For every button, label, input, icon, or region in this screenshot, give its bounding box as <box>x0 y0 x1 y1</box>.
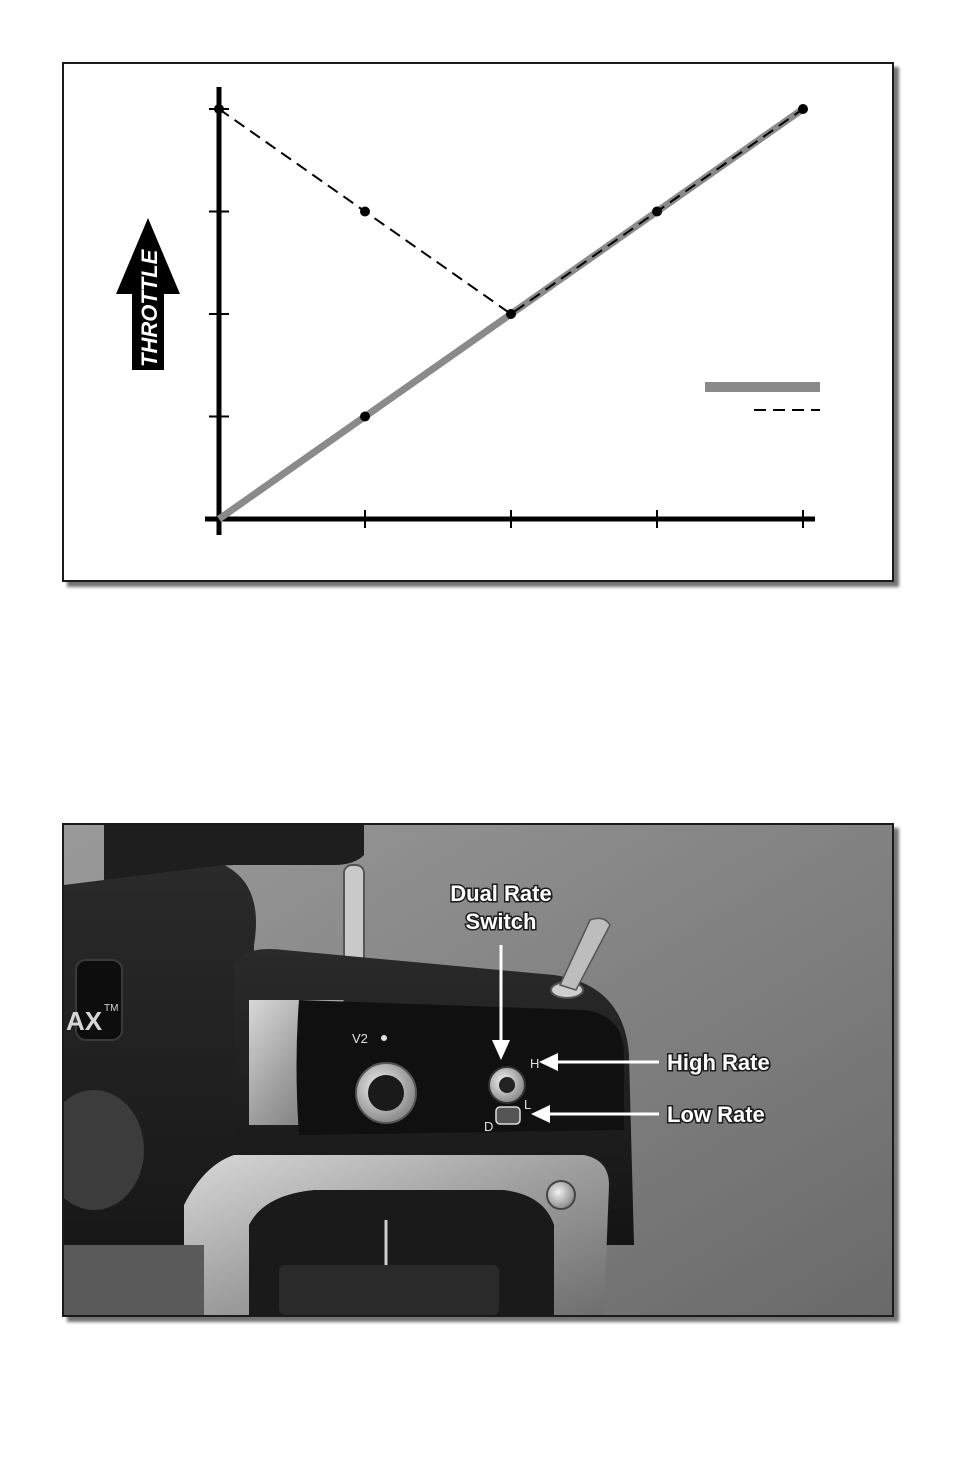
y-axis-label: THROTTLE <box>137 249 162 367</box>
throttle-arrow <box>116 218 180 370</box>
throttle-curve-chart <box>62 62 894 582</box>
switch-l-label: L <box>524 1097 532 1112</box>
series-line-2 <box>219 109 803 314</box>
switch-h-label: H <box>530 1056 540 1071</box>
data-point-1 <box>214 104 224 114</box>
data-point-6 <box>798 104 808 114</box>
data-point-5 <box>652 207 662 217</box>
chart-legend <box>705 387 820 410</box>
dual-rate-label-line2: Switch <box>465 909 537 934</box>
brand-text: AX <box>66 1006 103 1036</box>
brand-tm: TM <box>104 1003 119 1014</box>
data-point-3 <box>506 309 516 319</box>
transmitter-illustration <box>64 825 892 1315</box>
dual-rate-label-line1: Dual Rate <box>450 881 552 906</box>
knob-label: V2 <box>352 1031 368 1046</box>
high-rate-label: High Rate <box>667 1050 770 1075</box>
transmitter-photo <box>62 823 894 1317</box>
data-point-4 <box>360 412 370 422</box>
chart-canvas <box>64 64 892 580</box>
data-point-2 <box>360 207 370 217</box>
switch-d-label: D <box>484 1119 494 1134</box>
chart-markers <box>214 104 808 422</box>
low-rate-label: Low Rate <box>667 1102 765 1127</box>
